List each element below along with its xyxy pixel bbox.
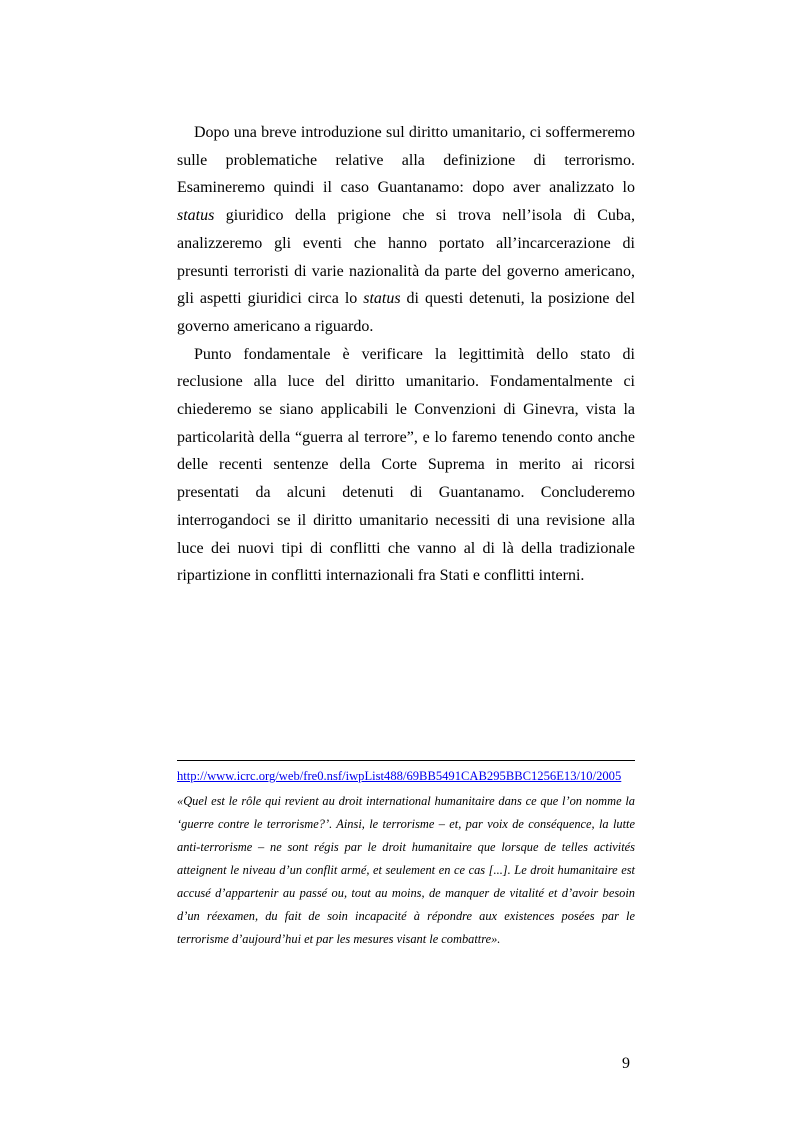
paragraph-key-point: Punto fondamentale è verificare la legittimità dello stato di reclusione alla luce del diritto umanitario. Fondamentalmente ci chiederemo se siano applicabili le Convenzioni di Ginevra, vista la particolarità della “guerra al terrore”, e lo faremo tenendo conto anche delle recenti sentenze della Corte Suprema in merito ai ricorsi presentati da alcuni detenuti di Guantanamo. Concluderemo interrogandoci se il diritto umanitario necessiti di una revisione alla luce dei nuovi tipi di conflitti che vanno al di là della tradizionale ripartizione in conflitti internazionali fra Stati e conflitti interni. [177,345,635,585]
footnote-source-link[interactable]: http://www.icrc.org/web/fre0.nsf/iwpList488/69BB5491CAB295BBC1256E13/10/2005 [177,769,622,783]
page-number: 9 [622,1055,630,1072]
paragraph-intro-part-1: Dopo una breve introduzione sul diritto umanitario, ci soffermeremo sulle problematiche relative alla definizione di terrorismo. Esamineremo quindi il caso Guantanamo: dopo aver analizzato lo [177,124,635,197]
italic-term-status: status [177,207,215,225]
main-text [177,119,635,590]
paragraph-intro [177,119,635,341]
footnote-quote: «Quel est le rôle qui revient au droit international humanitaire dans ce que l’on nomme la ‘guerre contre le terrorisme?’. Ainsi, le terrorisme – et, par voix de conséquence, la lutte anti-terrorisme – ne sont régis par le droit humanitaire que lorsque de telles activités atteignent le niveau d’un conflit armé, et seulement en ce cas [...]. Le droit humanitaire est accusé d’appartenir au passé ou, tout au moins, de manquer de vitalité et d’avoir besoin d’un réexamen, du fait de soin incapacité à répondre aux existences posées par le terrorisme d’aujourd’hui et par les mesures visant le combattre». [177,793,635,946]
footnote-area [177,765,635,951]
italic-term-status: status [363,290,401,308]
paragraph-intro-part-3: di questi detenuti, la posizione del governo americano a riguardo. [177,290,635,335]
footnote-divider [177,760,635,761]
paragraph-intro-part-2: giuridico della prigione che si trova nell’isola di Cuba, analizzeremo gli eventi che hanno portato all’incarcerazione di presunti terroristi di varie nazionalità da parte del governo americano, gli aspetti giuridici circa lo [177,207,635,308]
